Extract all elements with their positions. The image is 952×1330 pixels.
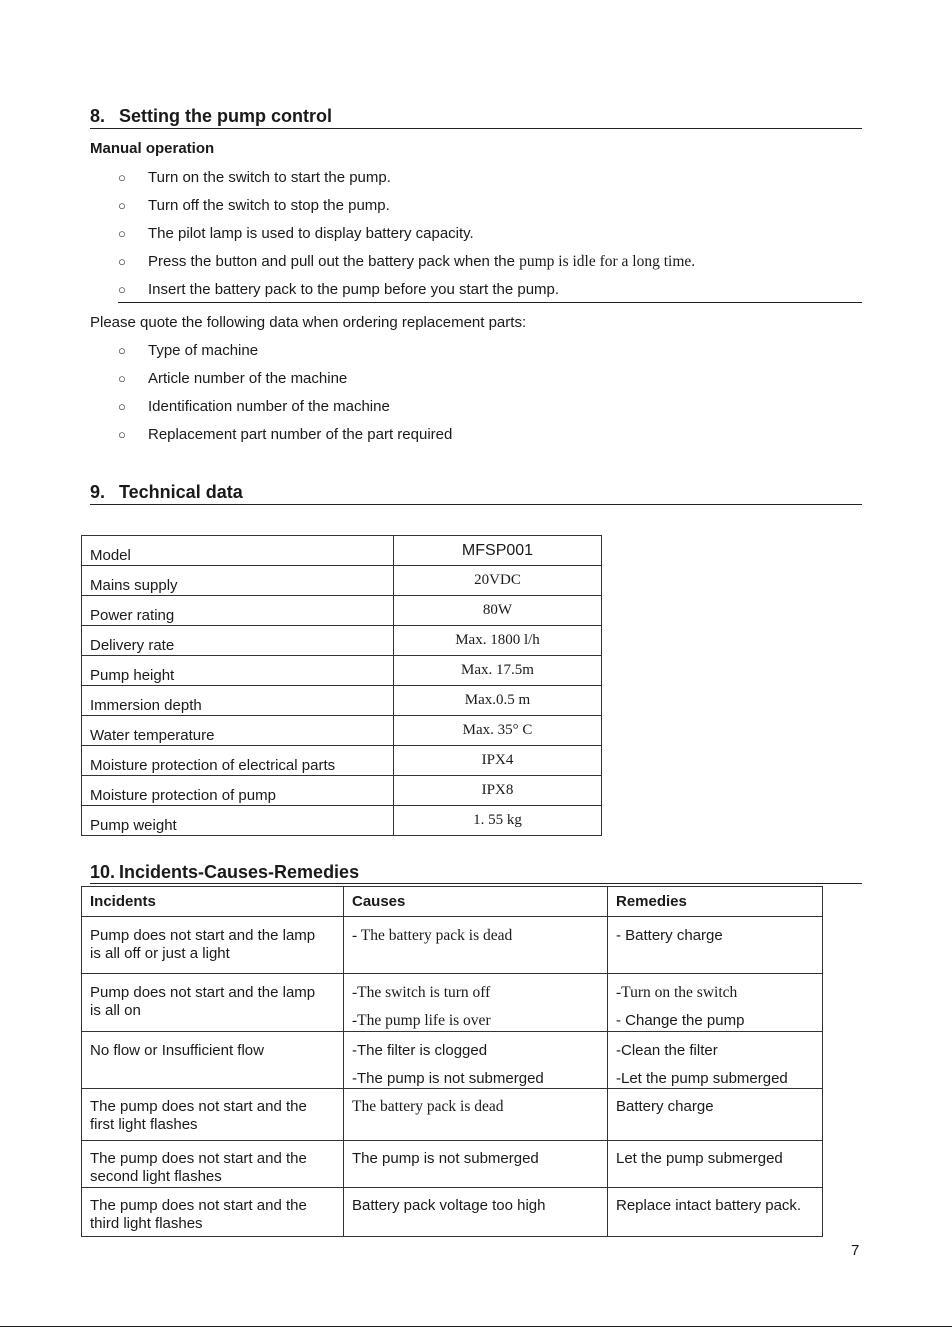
section-title: Technical data xyxy=(119,482,243,502)
table-row: No flow or Insufficient flow -The filter is clogged -The pump is not submerged -Clean the filter -Let the pump submerged xyxy=(82,1032,823,1089)
table-row: The pump does not start and the third light flashes Battery pack voltage too high Replace intact battery pack. xyxy=(82,1188,823,1237)
bullet-circle-icon: ○ xyxy=(118,343,126,358)
table-row: Immersion depth Max.0.5 m xyxy=(82,686,602,716)
manual-operation-list xyxy=(118,164,695,304)
bullet-circle-icon: ○ xyxy=(118,282,126,297)
bullet-circle-icon: ○ xyxy=(118,198,126,213)
list-item: ○ Replacement part number of the part required xyxy=(118,421,452,449)
replacement-parts-list xyxy=(118,337,452,449)
technical-data-table xyxy=(81,535,602,836)
list-item: ○ Press the button and pull out the battery pack when the pump is idle for a long time. xyxy=(118,248,695,276)
list-item: ○ Turn off the switch to stop the pump. xyxy=(118,192,695,220)
table-row: Pump weight 1. 55 kg xyxy=(82,806,602,836)
table-row: Pump does not start and the lamp is all on -The switch is turn off -The pump life is over -Turn on the switch - Change the pump xyxy=(82,974,823,1032)
page-bottom-rule xyxy=(0,1326,952,1327)
section-number: 8. xyxy=(90,106,106,126)
section-10-heading xyxy=(90,862,862,884)
list-item: ○ Turn on the switch to start the pump. xyxy=(118,164,695,192)
section-number: 9. xyxy=(90,482,106,502)
table-row: Delivery rate Max. 1800 l/h xyxy=(82,626,602,656)
table-row: Water temperature Max. 35° C xyxy=(82,716,602,746)
list-item: ○ The pilot lamp is used to display battery capacity. xyxy=(118,220,695,248)
list-item: ○ Article number of the machine xyxy=(118,365,452,393)
section-title: Incidents-Causes-Remedies xyxy=(119,862,360,882)
list-item: ○ Type of machine xyxy=(118,337,452,365)
table-row: Model MFSP001 xyxy=(82,536,602,566)
section-9-heading xyxy=(90,482,862,505)
bullet-circle-icon: ○ xyxy=(118,371,126,386)
section-title: Setting the pump control xyxy=(119,106,332,126)
incidents-table xyxy=(81,886,823,1237)
column-header-remedies: Remedies xyxy=(608,887,823,917)
bullet-circle-icon: ○ xyxy=(118,226,126,241)
table-row: Mains supply 20VDC xyxy=(82,566,602,596)
table-row: Moisture protection of pump IPX8 xyxy=(82,776,602,806)
list-item: ○ Identification number of the machine xyxy=(118,393,452,421)
list-item: ○ Insert the battery pack to the pump before you start the pump. xyxy=(118,276,695,304)
column-header-causes: Causes xyxy=(344,887,608,917)
table-row: The pump does not start and the second light flashes The pump is not submerged Let the pump submerged xyxy=(82,1141,823,1188)
table-header-row xyxy=(82,887,823,917)
bullet-circle-icon: ○ xyxy=(118,399,126,414)
replacement-parts-intro: Please quote the following data when ordering replacement parts: xyxy=(90,314,527,331)
bullet-circle-icon: ○ xyxy=(118,170,126,185)
table-row: The pump does not start and the first light flashes The battery pack is dead Battery charge xyxy=(82,1089,823,1141)
bullet-circle-icon: ○ xyxy=(118,427,126,442)
table-row: Pump does not start and the lamp is all off or just a light - The battery pack is dead - Battery charge xyxy=(82,917,823,974)
bullet-circle-icon: ○ xyxy=(118,254,126,269)
section-number: 10. xyxy=(90,862,116,882)
section-8-heading xyxy=(90,106,862,129)
table-row: Power rating 80W xyxy=(82,596,602,626)
page-number: 7 xyxy=(851,1242,860,1259)
table-row: Pump height Max. 17.5m xyxy=(82,656,602,686)
column-header-incidents: Incidents xyxy=(82,887,344,917)
manual-operation-heading: Manual operation xyxy=(90,140,215,157)
table-row: Moisture protection of electrical parts IPX4 xyxy=(82,746,602,776)
divider xyxy=(118,302,862,303)
